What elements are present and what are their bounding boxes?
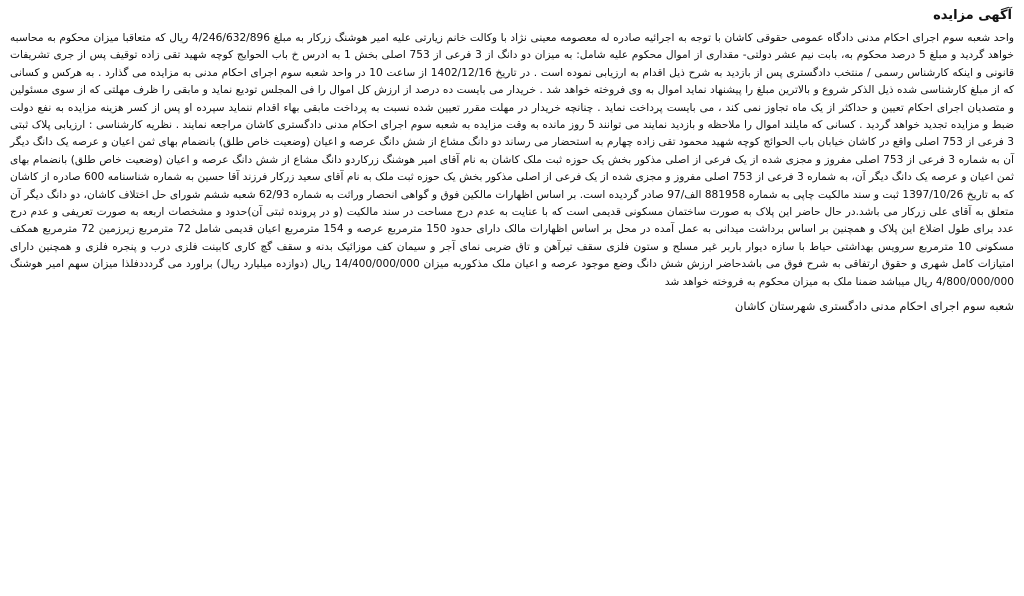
auction-notice [8, 6, 1016, 592]
notice-title: آگهی مزایده [933, 8, 1012, 23]
notice-body: واحد شعبه سوم اجرای احکام مدنی دادگاه عمومی حقوقی کاشان با توجه به اجرائیه صادره له معصومه معینی نژاد با وکالت خانم زیارتی علیه امیر هوشنگ زرکار به مبلغ 4/246/632/896 ریال که متعاقبا میزان محکوم به محاسبه خواهد گردید و مبلغ 5 درصد محکوم به، بابت نیم عشر دولتی- مقداری از اموال محکوم علیه شامل: به میزان دو دانگ از 3 فرعی از 753 اصلی بخش 1 به ادرس خ باب الحوایج کوچه شهید تقی زاده توقیف پس از جری تشریفات قانونی و اینکه کارشناس رسمی / منتخب دادگستری پس از بازدید به شرح ذیل اقدام به ارزیابی نموده است . در تاریخ 1402/12/16 از ساعت 10 در واحد شعبه سوم اجرای احکام مدنی به مزایده می گذارد . به هرکس و کسانی که از مبلغ کارشناسی شده ذیل الذکر شروع و بالاترین مبلغ را پیشنهاد نماید اموال به وی فروخته خواهد شد . خریدار می بایست ده درصد از ارزش کل اموال را فی المجلس تودیع نماید و مابقی را ظرف مهلتی که از سوی مسئولین و متصدیان اجرای احکام تعیین و حداکثر از یک ماه تجاوز نمی کند ، می بایست پرداخت نماید . چنانچه خریدار در مهلت مقرر تعیین شده نسبت به پرداخت مابقی بهاء اقدام ننماید سپرده او پس از کسر هزینه مزایده به نفع دولت ضبط و مزایده تجدید خواهد گردید . کسانی که مایلند اموال را ملاحظه و بازدید نمایند می توانند 5 روز مانده به وقت مزایده به شعبه سوم اجرای احکام مدنی دادگستری کاشان مراجعه نمایند . نظریه کارشناسی : ارزیابی پلاک ثبتی 3 فرعی از 753 اصلی واقع در کاشان خیابان باب الحوائج کوچه شهید محمود تقی زاده چهارم به استحضار می رساند دو دانگ مشاع از شش دانگ عرصه و اعیان (وضعیت خاص طلق) بانضمام بهای ثمن اعیان و عرصه یک دانگ دیگر آن به شماره 3 فرعی از 753 اصلی مفروز و مجزی شده از یک فرعی از اصلی مذکور بخش یک حوزه ثبت ملک کاشان به نام آقای امیر هوشنگ زرکاردو دانگ مشاع از شش دانگ عرصه و اعیان (وضعیت خاص طلق) بانضمام بهای ثمن اعیان و عرصه یک دانگ دیگر آن، به شماره 3 فرعی از 753 اصلی مفروز و مجزی شده از یک فرعی از اصلی مذکور بخش یک حوزه ثبت ملک به نام آقای سعید زرکار فرزند آقا حسین به شماره شناسنامه 600 صادره از کاشان که به تاریخ 1397/10/26 ثبت و سند مالکیت چاپی به شماره 881958 الف/97 صادر گردیده است. بر اساس اظهارات مالکین فوق و گواهی انحصار وراثت به شماره 62/93 شعبه ششم شورای حل اختلاف کاشان، دو دانگ دیگر آن متعلق به آقای علی زرکار می باشد.در حال حاضر این پلاک به صورت ساختمان مسکونی قدیمی است که با عنایت به عدم درج مساحت در سند مالکیت (و در پرونده ثبتی آن)حدود و مشخصات اربعه به صورت تعریفی و عدم درج عدد برای طول اضلاع این پلاک و همچنین بر اساس برداشت میدانی به عمل آمده در محل بر اساس اظهارات مالک دارای حدود 150 مترمربع عرصه و 154 مترمربع اعیان قدیمی شامل 72 مترمربع زیرزمین 72 مترمربع همکف مسکونی 10 مترمربع سرویس بهداشتی حیاط با سازه دیوار باربر غیر مسلح و ستون فلزی سقف تیرآهن و تاق ضربی نمای آجر و سیمان کف موزائیک بدنه و سقف گچ کاری کابینت فلزی درب و پنجره فلزی و همچنین دارای امتیازات کامل شهری و حقوق ارتفاقی به شرح فوق می باشدحاضر ارزش شش دانگ وضع موجود عرصه و اعیان ملک مذکوربه میزان 14/400/000/000 ریال (دوازده میلیارد ریال) براورد می گردددفلذا میزان سهم امیر هوشنگ 4/800/000/000 ریال میباشد ضمنا ملک به میزان محکوم به فروخته خواهد شد [10, 32, 1015, 288]
notice-signature: شعبه سوم اجرای احکام مدنی دادگستری شهرستان کاشان [734, 299, 1014, 314]
